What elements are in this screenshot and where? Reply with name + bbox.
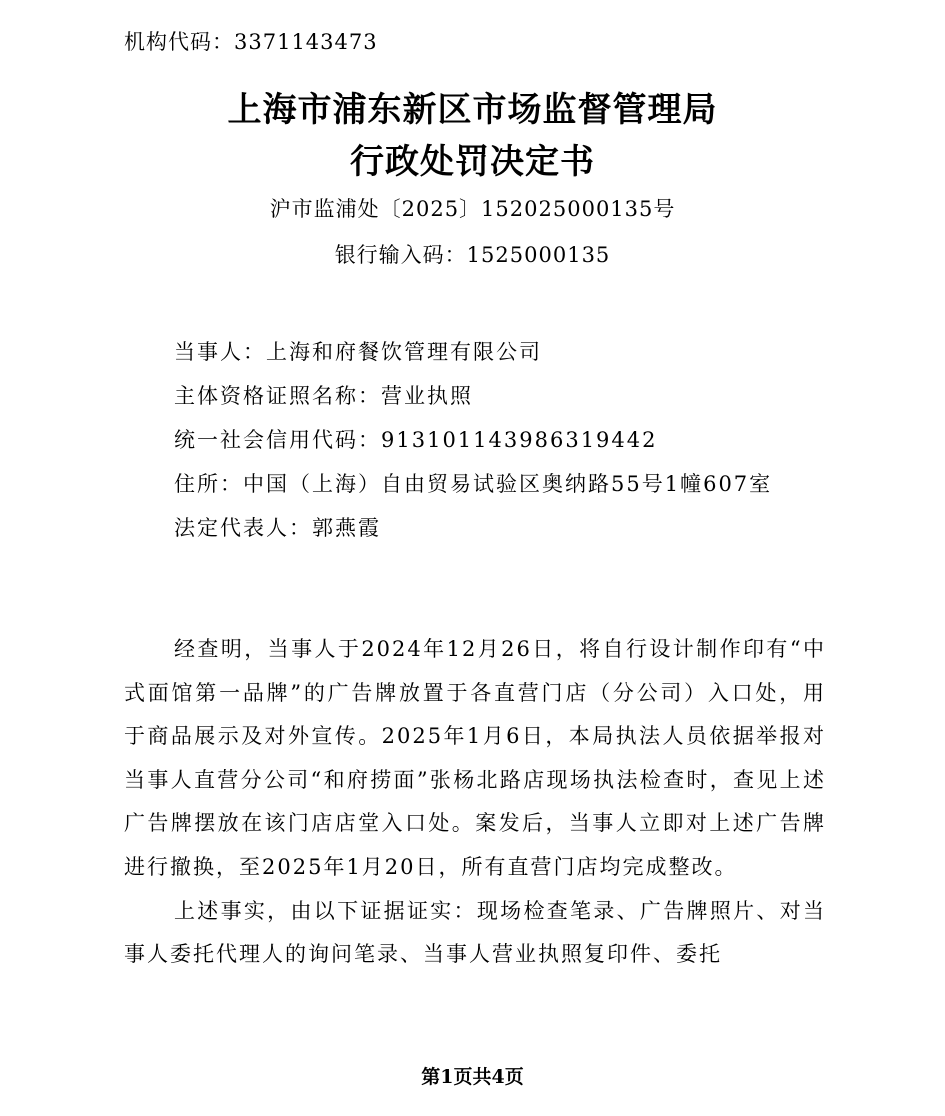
- bank-input-code: 银行输入码：1525000135: [334, 243, 611, 267]
- license-type: 主体资格证照名称：营业执照: [174, 384, 473, 408]
- findings-section: [124, 628, 826, 977]
- document-title-agency: 上海市浦东新区市场监督管理局: [227, 90, 718, 130]
- evidence-paragraph: 上述事实，由以下证据证实：现场检查笔录、广告牌照片、对当事人委托代理人的询问笔录、当事人营业执照复印件、委托: [124, 898, 826, 967]
- document-title-type: 行政处罚决定书: [350, 142, 595, 182]
- party-info: [124, 330, 824, 550]
- credit-code: 统一社会信用代码：913101143986319442: [174, 428, 658, 452]
- party-name: 当事人：上海和府餐饮管理有限公司: [174, 340, 542, 364]
- document-number: 沪市监浦处〔2025〕152025000135号: [269, 197, 676, 221]
- party-address: 住所：中国（上海）自由贸易试验区奥纳路55号1幢607室: [174, 472, 773, 496]
- findings-paragraph: 经查明，当事人于2024年12月26日，将自行设计制作印有“中式面馆第一品牌”的广告牌放置于各直营门店（分公司）入口处，用于商品展示及对外宣传。2025年1月6日，本局执法人员依据举报对当事人直营分公司“和府捞面”张杨北路店现场执法检查时，查见上述广告牌摆放在该门店店堂入口处。案发后，当事人立即对上述广告牌进行撤换，至2025年1月20日，所有直营门店均完成整改。: [124, 637, 826, 879]
- page-number: 第1页共4页: [421, 1066, 524, 1088]
- legal-representative: 法定代表人：郭燕霞: [174, 516, 381, 540]
- org-code: 机构代码：3371143473: [124, 30, 378, 54]
